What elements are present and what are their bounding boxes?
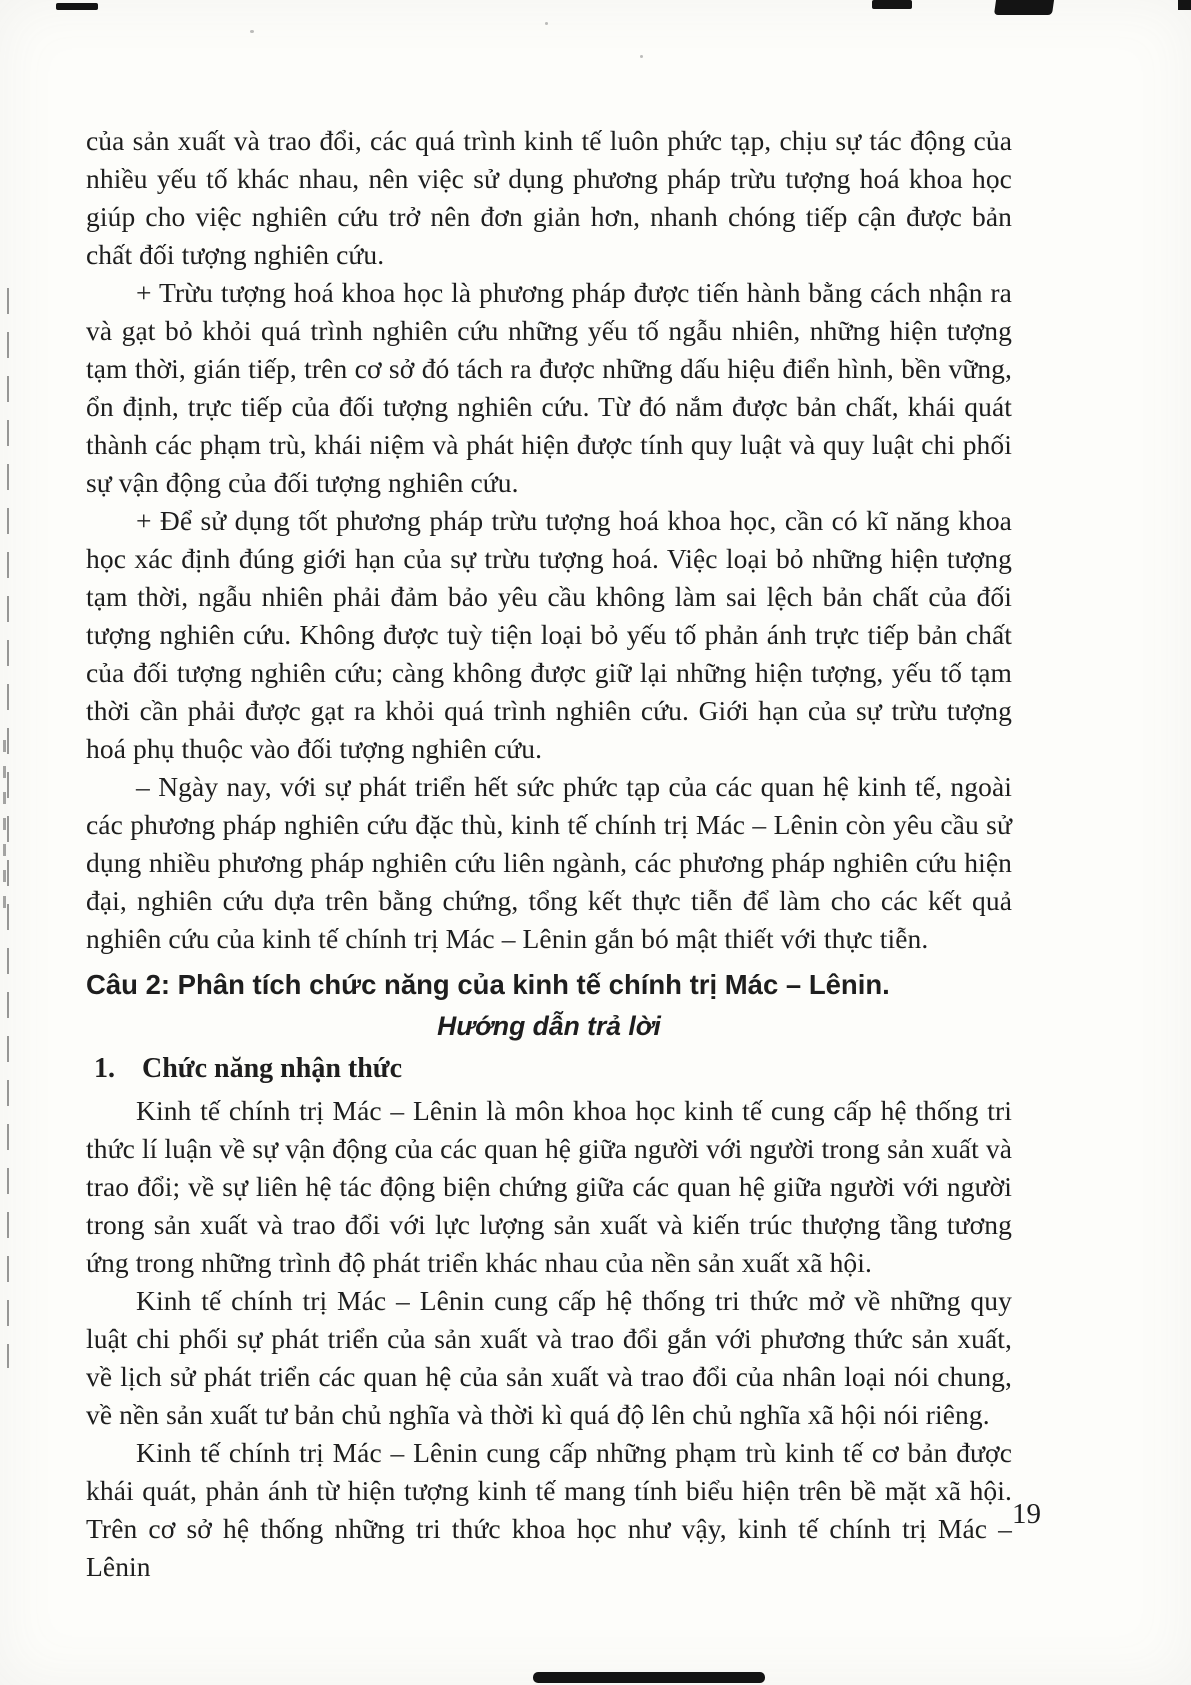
section-1-number: 1. xyxy=(94,1053,115,1084)
paragraph-plus-2: + Để sử dụng tốt phương pháp trừu tượng hoá khoa học, cần có kĩ năng khoa học xác định đúng giới hạn của sự trừu tượng hoá. Việc loại bỏ những hiện tượng tạm thời, ngẫu nhiên phải đảm bảo yêu cầu không làm sai lệch bản chất của đối tượng nghiên cứu. Không được tuỳ tiện loại bỏ yếu tố phản ánh trực tiếp bản chất của đối tượng nghiên cứu; càng không được giữ lại những hiện tượng, yếu tố tạm thời cần phải được gạt ra khỏi quá trình nghiên cứu. Giới hạn của sự trừu tượng hoá phụ thuộc vào đối tượng nghiên cứu. xyxy=(86,505,1012,764)
scan-speck xyxy=(250,30,254,33)
paragraph-plus-1: + Trừu tượng hoá khoa học là phương pháp được tiến hành bằng cách nhận ra và gạt bỏ khỏi quá trình nghiên cứu những yếu tố ngẫu nhiên, những hiện tượng tạm thời, gián tiếp, trên cơ sở đó tách ra được những dấu hiệu điển hình, bền vững, ổn định, trực tiếp của đối tượng nghiên cứu. Từ đó nắm được bản chất, khái quát thành các phạm trù, khái niệm và phát hiện được tính quy luật và quy luật chi phối sự vận động của đối tượng nghiên cứu. xyxy=(86,277,1012,498)
question-2-heading: Câu 2: Phân tích chức năng của kinh tế chính trị Mác – Lênin. xyxy=(86,969,890,1000)
paragraph-cognitive-3: Kinh tế chính trị Mác – Lênin cung cấp những phạm trù kinh tế cơ bản được khái quát, phản ánh từ hiện tượng kinh tế mang tính biểu hiện trên bề mặt xã hội. Trên cơ sở hệ thống những tri thức khoa học như vậy, kinh tế chính trị Mác – Lênin xyxy=(86,1437,1012,1582)
answer-guide-heading: Hướng dẫn trả lời xyxy=(437,1011,661,1041)
scan-artifact-left-edge-line xyxy=(7,288,9,1368)
paragraph-dash: – Ngày nay, với sự phát triển hết sức phức tạp của các quan hệ kinh tế, ngoài các phương pháp nghiên cứu đặc thù, kinh tế chính trị Mác – Lênin còn yêu cầu sử dụng nhiều phương pháp nghiên cứu liên ngành, các phương pháp nghiên cứu hiện đại, nghiên cứu dựa trên bằng chứng, tổng kết thực tiễn để làm cho các kết quả nghiên cứu của kinh tế chính trị Mác – Lênin gắn bó mật thiết với thực tiễn. xyxy=(86,771,1012,954)
scan-artifact-far-right-mark xyxy=(1178,0,1191,10)
scan-artifact-top-right-mark xyxy=(872,0,912,9)
section-1-heading xyxy=(86,1048,1012,1090)
paragraph-cognitive-1: Kinh tế chính trị Mác – Lênin là môn khoa học kinh tế cung cấp hệ thống tri thức lí luận về sự vận động của các quan hệ giữa người với người trong sản xuất và trao đổi; về sự liên hệ tác động biện chứng giữa các quan hệ giữa người với người trong sản xuất và trao đổi với lực lượng sản xuất và kiến trúc thượng tầng tương ứng trong những trình độ phát triển khác nhau của nền sản xuất xã hội. xyxy=(86,1095,1012,1278)
scan-artifact-top-right-corner-mark xyxy=(994,0,1054,15)
page-content xyxy=(86,122,1012,1586)
page-number: 19 xyxy=(1012,1498,1041,1530)
scan-artifact-bottom-bar xyxy=(533,1672,765,1683)
scan-speck xyxy=(545,22,548,25)
scan-speck xyxy=(640,55,643,58)
scan-artifact-top-left-mark xyxy=(56,3,98,10)
section-1-title: Chức năng nhận thức xyxy=(142,1053,403,1084)
scan-artifact-left-edge-line-2 xyxy=(3,740,6,920)
paragraph-continuation: của sản xuất và trao đổi, các quá trình kinh tế luôn phức tạp, chịu sự tác động của nhiều yếu tố khác nhau, nên việc sử dụng phương pháp trừu tượng hoá khoa học giúp cho việc nghiên cứu trở nên đơn giản hơn, nhanh chóng tiếp cận được bản chất đối tượng nghiên cứu. xyxy=(86,125,1012,270)
paragraph-cognitive-2: Kinh tế chính trị Mác – Lênin cung cấp hệ thống tri thức mở về những quy luật chi phối sự phát triển của sản xuất và trao đổi gắn với phương thức sản xuất, về lịch sử phát triển các quan hệ của sản xuất và trao đổi của nhân loại nói chung, về nền sản xuất tư bản chủ nghĩa và thời kì quá độ lên chủ nghĩa xã hội nói riêng. xyxy=(86,1285,1012,1430)
